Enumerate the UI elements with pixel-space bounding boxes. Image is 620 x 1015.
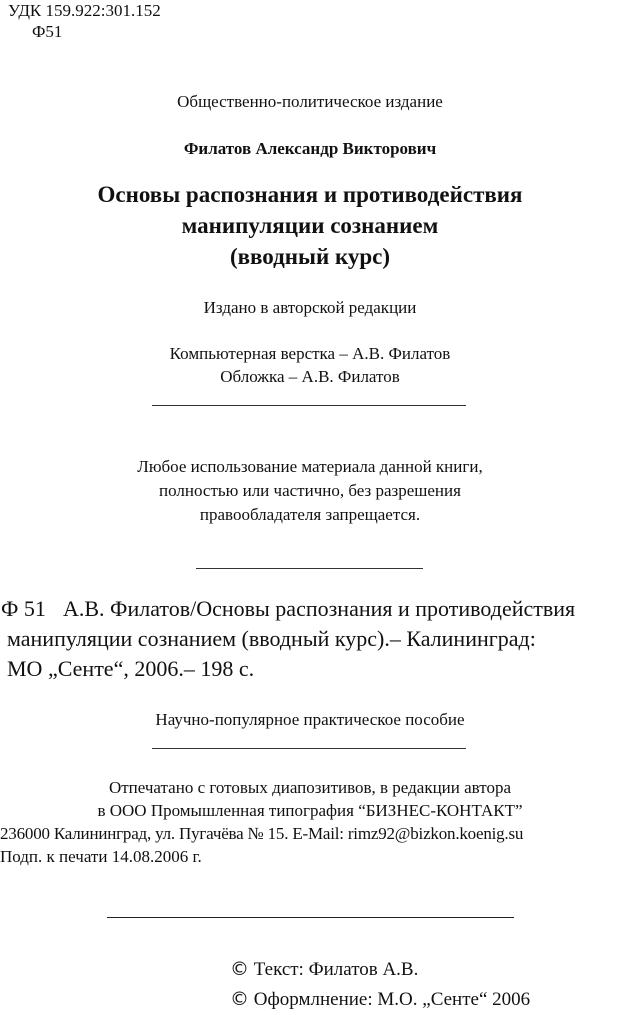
- copyright-notice-line-3: правообладателя запрещается.: [199, 505, 421, 524]
- bib-line-1: А.В. Филатов/Основы распознания и противодействия: [63, 596, 576, 621]
- printer-address: 236000 Калининград, ул. Пугачёва № 15. E-Mail: rimz92@bizkon.koenig.su: [0, 824, 524, 843]
- index-code: Ф51: [32, 22, 63, 41]
- printing-line-1: Отпечатано с готовых диапозитивов, в редакции автора: [108, 778, 512, 797]
- title-line-1: Основы распознания и противодействия: [97, 182, 523, 207]
- copyright-notice-line-1: Любое использование материала данной книги,: [137, 457, 483, 476]
- title-line-2: манипуляции сознанием: [181, 213, 439, 238]
- credit-layout: Компьютерная верстка – А.В. Филатов: [169, 344, 451, 363]
- copyright-design: [230, 988, 530, 1011]
- divider-2: [196, 568, 423, 569]
- udk-code: УДК 159.922:301.152: [8, 1, 161, 20]
- divider-3: [152, 748, 466, 749]
- printing-line-2: в ООО Промышленная типография “БИЗНЕС-КОНТАКТ”: [97, 801, 523, 820]
- bib-code: Ф 51: [1, 596, 46, 621]
- copyright-design-label: Оформлнение: М.О. „Сенте“ 2006: [253, 989, 531, 1010]
- copyright-notice-line-2: полностью или частично, без разрешения: [159, 481, 461, 500]
- copyright-icon: ©: [230, 958, 249, 980]
- signed-to-print: Подп. к печати 14.08.2006 г.: [0, 847, 202, 866]
- copyright-text-label: Текст: Филатов А.В.: [253, 959, 419, 980]
- title-line-3: (вводный курс): [229, 244, 391, 269]
- divider-1: [152, 405, 466, 406]
- edition-type: Общественно-политическое издание: [177, 92, 443, 111]
- author-name: Филатов Александр Викторович: [183, 139, 437, 158]
- bib-line-3: МО „Сенте“, 2006.– 198 с.: [7, 656, 255, 681]
- copyright-text: [230, 958, 418, 981]
- edition-note: Издано в авторской редакции: [203, 298, 417, 317]
- bib-line-2: манипуляции сознанием (вводный курс).– Калининград:: [7, 626, 536, 651]
- credit-cover: Обложка – А.В. Филатов: [220, 367, 400, 386]
- genre-label: Научно-популярное практическое пособие: [155, 710, 465, 729]
- divider-4: [107, 917, 514, 918]
- copyright-icon: ©: [230, 988, 249, 1010]
